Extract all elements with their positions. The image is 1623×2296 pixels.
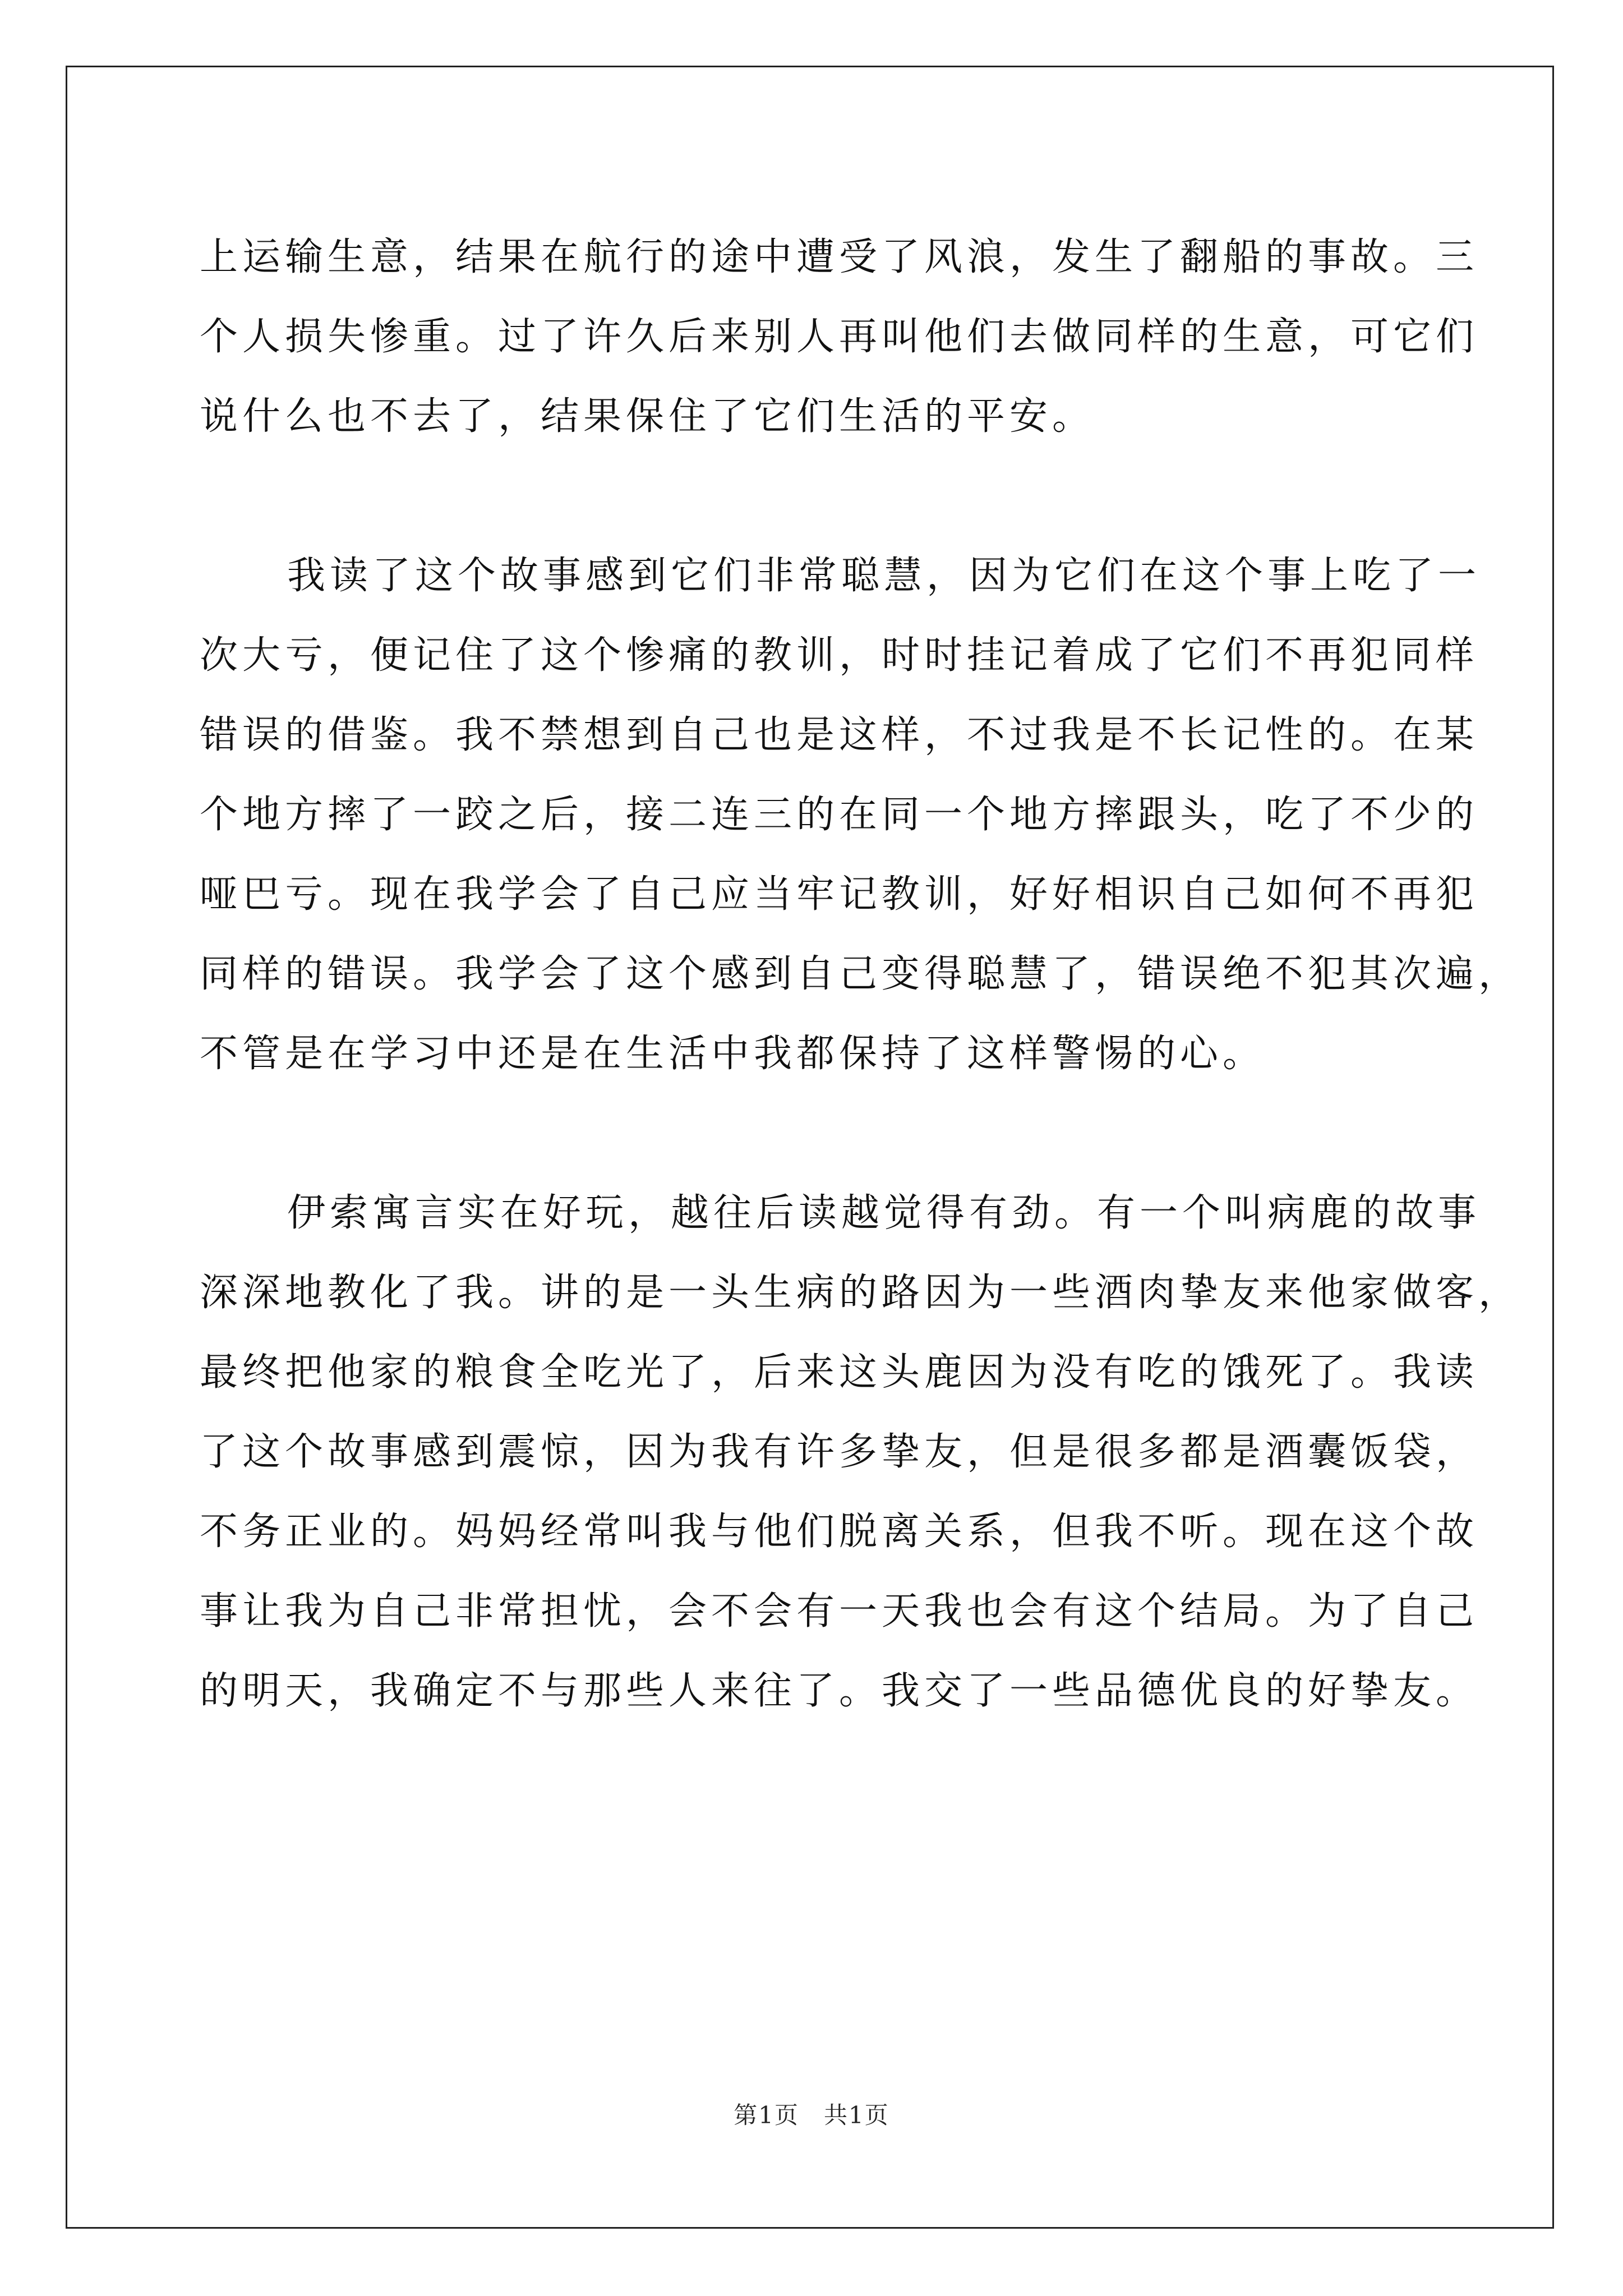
paragraph-2-line-4: 个地方摔了一跤之后，接二连三的在同一个地方摔跟头，吃了不少的 [200,793,1479,837]
paragraph-1-line-2: 个人损失惨重。过了许久后来别人再叫他们去做同样的生意，可它们 [200,315,1479,359]
paragraph-3-line-6: 事让我为自己非常担忧，会不会有一天我也会有这个结局。为了自己 [200,1589,1479,1634]
document-body [200,218,1521,1731]
paragraph-3-line-2: 深深地教化了我。讲的是一头生病的路因为一些酒肉挚友来他家做客， [200,1271,1521,1315]
paragraph-3-line-1: 伊索寓言实在好玩，越往后读越觉得有劲。有一个叫病鹿的故事 [287,1191,1481,1235]
paragraph-2-line-2: 次大亏，便记住了这个惨痛的教训，时时挂记着成了它们不再犯同样 [200,633,1479,678]
page-number-label: 第1页 共1页 [734,2101,889,2129]
paragraph-2-line-1: 我读了这个故事感到它们非常聪慧，因为它们在这个事上吃了一 [287,554,1481,598]
paragraph-2-line-6: 同样的错误。我学会了这个感到自己变得聪慧了，错误绝不犯其次遍， [200,952,1521,996]
paragraph-1-line-1: 上运输生意，结果在航行的途中遭受了风浪，发生了翻船的事故。三 [200,235,1479,279]
paragraph-3-line-4: 了这个故事感到震惊，因为我有许多挚友，但是很多都是酒囊饭袋， [200,1430,1479,1474]
paragraph-spacer [200,1094,1433,1174]
paragraph-2-line-5: 哑巴亏。现在我学会了自己应当牢记教训，好好相识自己如何不再犯 [200,872,1479,917]
paragraph-3-line-5: 不务正业的。妈妈经常叫我与他们脱离关系，但我不听。现在这个故 [200,1510,1479,1554]
paragraph-3-line-3: 最终把他家的粮食全吃光了，后来这头鹿因为没有吃的饿死了。我读 [200,1350,1479,1395]
paragraph-2-line-3: 错误的借鉴。我不禁想到自己也是这样，不过我是不长记性的。在某 [200,713,1479,757]
paragraph-2-line-7: 不管是在学习中还是在生活中我都保持了这样警惕的心。 [200,1032,1266,1076]
paragraph-1-line-3: 说什么也不去了，结果保住了它们生活的平安。 [200,394,1095,439]
paragraph-3-line-7: 的明天，我确定不与那些人来往了。我交了一些品德优良的好挚友。 [200,1669,1479,1713]
page-footer [0,2097,1623,2131]
paragraph-spacer [200,457,1433,536]
